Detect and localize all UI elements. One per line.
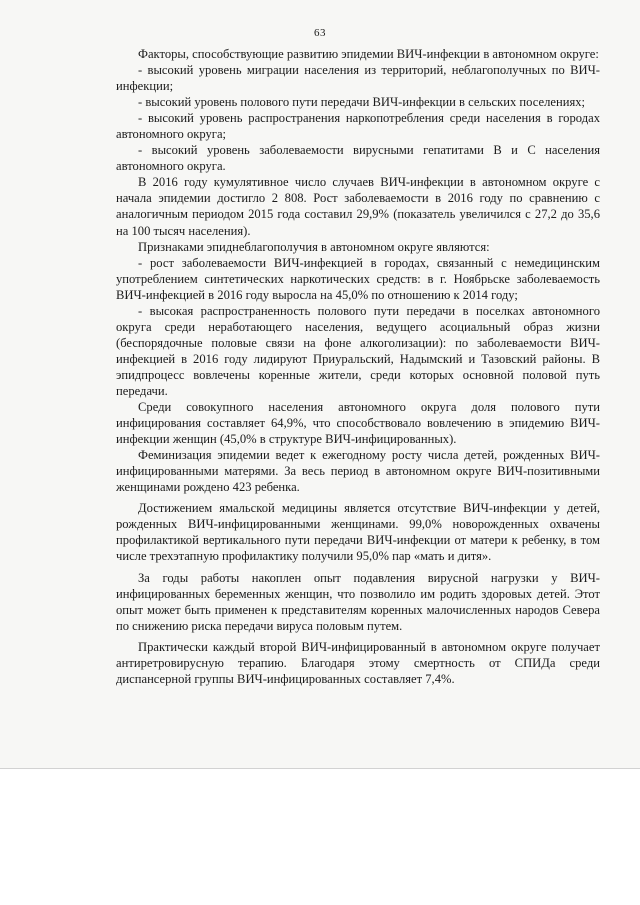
paragraph-sexual-share: Среди совокупного населения автономного округа доля полового пути инфицирования составляет 64,9%, что способствовало вовлечению в эпидемию ВИЧ-инфекции женщин (45,0% в структуре ВИЧ-инфицированных). <box>116 400 600 447</box>
paragraph-viral-suppression: За годы работы накоплен опыт подавления вирусной нагрузки у ВИЧ-инфицированных беременных женщин, что позволило им родить здоровых детей. Этот опыт может быть применен к представителям коренных малочисленных народов Севера по снижению риска передачи вируса половым путем. <box>116 570 600 633</box>
page-number: 63 <box>314 27 326 39</box>
list-item-drug-use: - высокий уровень распространения наркопотребления среди населения в городах автономного округа; <box>116 111 600 142</box>
paragraph-cumulative-cases: В 2016 году кумулятивное число случаев ВИЧ-инфекции в автономном округе с начала эпидемии достигло 2 808. Рост заболеваемости в 2016 году по сравнению с аналогичным периодом 2015 года составил 29,9% (показатель увеличился с 27,2 до 35,6 на 100 тысяч населения). <box>116 175 600 238</box>
list-item-migration: - высокий уровень миграции населения из территорий, неблагополучных по ВИЧ-инфекции; <box>116 63 600 94</box>
paragraph-therapy: Практически каждый второй ВИЧ-инфицированный в автономном округе получает антиретровирусную терапию. Благодаря этому смертность от СПИДа среди диспансерной группы ВИЧ-инфицированных составляет 7,4%. <box>116 639 600 686</box>
document-body <box>116 46 600 687</box>
paragraph-factors-intro: Факторы, способствующие развитию эпидемии ВИЧ-инфекции в автономном округе: <box>138 47 599 61</box>
list-item-hepatitis: - высокий уровень заболеваемости вирусными гепатитами В и С населения автономного округа. <box>116 143 600 174</box>
list-item-sexual-transmission: - высокий уровень полового пути передачи ВИЧ-инфекции в сельских поселениях; <box>138 95 586 110</box>
list-item-settlements: - высокая распространенность полового пути передачи в поселках автономного округа среди неработающего населения, ведущего асоциальный образ жизни (беспорядочные половые связи на фоне алкоголизации): по заболеваемости ВИЧ-инфекцией в 2016 году лидируют Приуральский, Надымский и Тазовский районы. В эпидпроцесс вовлечены коренные жители, среди которых основной половой путь передачи. <box>116 303 600 398</box>
paragraph-feminization: Феминизация эпидемии ведет к ежегодному росту числа детей, рожденных ВИЧ-инфицированными матерями. За весь период в автономном округе ВИЧ-позитивными женщинами рождено 423 ребенка. <box>116 448 600 495</box>
paragraph-signs-intro: Признаками эпиднеблагополучия в автономном округе являются: <box>138 239 490 254</box>
paragraph-achievement: Достижением ямальской медицины является отсутствие ВИЧ-инфекции у детей, рожденных ВИЧ-инфицированными женщинами. 99,0% новорожденных охвачены профилактикой вертикального пути передачи ВИЧ-инфекции от матери к ребенку, в том числе трехэтапную профилактику получили 95,0% пар «мать и дитя». <box>116 501 600 564</box>
list-item-city-growth: - рост заболеваемости ВИЧ-инфекцией в городах, связанный с немедицинским употреблением синтетических наркотических средств: в г. Ноябрьске заболеваемость ВИЧ-инфекцией в 2016 году выросла на 45,0% по отношению к 2014 году; <box>116 255 600 302</box>
